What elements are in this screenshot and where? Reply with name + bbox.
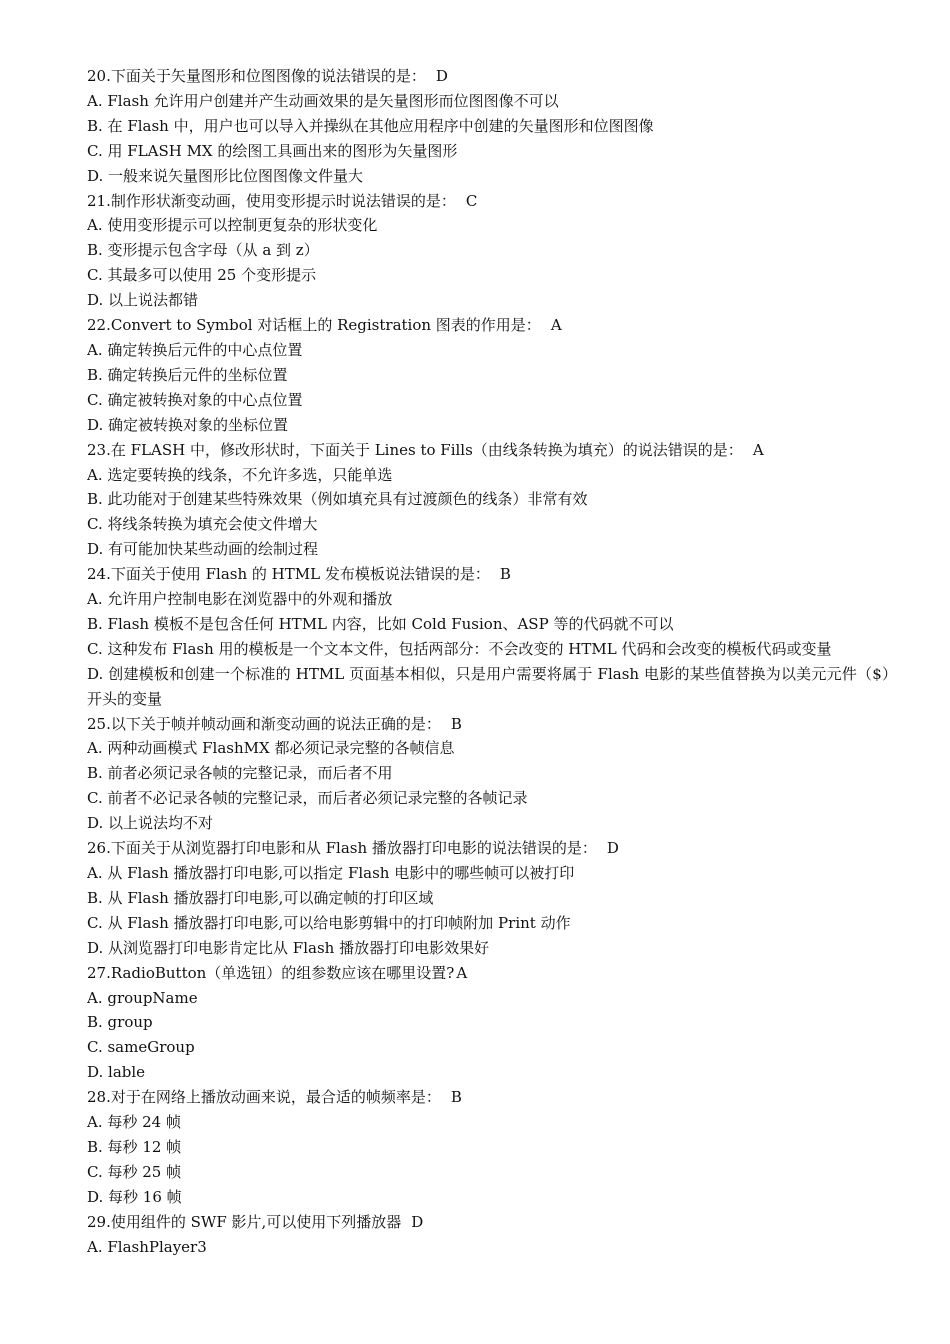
question-22 bbox=[87, 313, 897, 438]
option-d: D. 每秒 16 帧 bbox=[87, 1187, 182, 1206]
option-b: B. 从 Flash 播放器打印电影,可以确定帧的打印区域 bbox=[87, 888, 434, 907]
question-25 bbox=[87, 712, 897, 837]
option-a: A. 确定转换后元件的中心点位置 bbox=[87, 340, 303, 359]
question-stem bbox=[87, 961, 897, 986]
question-stem bbox=[87, 836, 897, 861]
question-stem bbox=[87, 562, 897, 587]
option-a: A. FlashPlayer3 bbox=[87, 1237, 207, 1256]
option-c: C. 将线条转换为填充会使文件增大 bbox=[87, 515, 318, 534]
option-b: B. Flash 模板不是包含任何 HTML 内容，比如 Cold Fusion、ASP 等的代码就不可以 bbox=[87, 614, 674, 633]
option-d: D. 一般来说矢量图形比位图图像文件量大 bbox=[87, 166, 364, 185]
question-stem bbox=[87, 64, 897, 89]
question-answer: A bbox=[550, 316, 562, 335]
question-answer: D bbox=[606, 839, 619, 858]
question-answer: D bbox=[411, 1212, 424, 1231]
option-c: C. sameGroup bbox=[87, 1038, 195, 1057]
option-c: C. 确定被转换对象的中心点位置 bbox=[87, 390, 303, 409]
option-c: C. 前者不必记录各帧的完整记录，而后者必须记录完整的各帧记录 bbox=[87, 789, 528, 808]
question-answer: D bbox=[435, 67, 448, 85]
question-29 bbox=[87, 1210, 897, 1260]
option-d: D. 有可能加快某些动画的绘制过程 bbox=[87, 540, 319, 559]
question-23 bbox=[87, 438, 897, 563]
option-b: B. group bbox=[87, 1013, 153, 1032]
question-list bbox=[87, 64, 897, 1260]
option-a: A. 使用变形提示可以控制更复杂的形状变化 bbox=[87, 216, 378, 235]
question-answer: B bbox=[450, 714, 462, 733]
option-d: D. 以上说法均不对 bbox=[87, 814, 214, 833]
option-c: C. 其最多可以使用 25 个变形提示 bbox=[87, 266, 317, 285]
option-d: D. 以上说法都错 bbox=[87, 291, 199, 310]
question-answer: A bbox=[752, 440, 764, 459]
question-text: 20.下面关于矢量图形和位图图像的说法错误的是： bbox=[87, 67, 426, 85]
question-stem bbox=[87, 189, 897, 214]
option-a: A. Flash 允许用户创建并产生动画效果的是矢量图形而位图图像不可以 bbox=[87, 91, 559, 110]
question-stem bbox=[87, 438, 897, 463]
question-answer: A bbox=[456, 963, 468, 982]
option-a: A. 从 Flash 播放器打印电影,可以指定 Flash 电影中的哪些帧可以被打印 bbox=[87, 864, 575, 882]
question-21 bbox=[87, 189, 897, 314]
question-27 bbox=[87, 961, 897, 1086]
question-answer: B bbox=[450, 1088, 462, 1107]
option-a: A. 两种动画模式 FlashMX 都必须记录完整的各帧信息 bbox=[87, 739, 455, 758]
question-text: 26.下面关于从浏览器打印电影和从 Flash 播放器打印电影的说法错误的是： bbox=[87, 839, 597, 858]
option-d: D. lable bbox=[87, 1063, 146, 1082]
question-stem bbox=[87, 313, 897, 338]
option-b: B. 在 Flash 中，用户也可以导入并操纵在其他应用程序中创建的矢量图形和位图图像 bbox=[87, 116, 654, 135]
question-text: 27.RadioButton（单选钮）的组参数应该在哪里设置? bbox=[87, 963, 455, 982]
question-text: 23.在 FLASH 中，修改形状时，下面关于 Lines to Fills（由线条转换为填充）的说法错误的是： bbox=[87, 440, 743, 459]
option-b: B. 前者必须记录各帧的完整记录，而后者不用 bbox=[87, 764, 393, 783]
option-b: B. 此功能对于创建某些特殊效果（例如填充具有过渡颜色的线条）非常有效 bbox=[87, 490, 588, 509]
option-a: A. 选定要转换的线条，不允许多选，只能单选 bbox=[87, 465, 393, 484]
question-text: 24.下面关于使用 Flash 的 HTML 发布模板说法错误的是： bbox=[87, 565, 490, 584]
question-answer: C bbox=[465, 191, 478, 210]
option-b: B. 变形提示包含字母（从 a 到 z） bbox=[87, 241, 319, 260]
option-c: C. 从 Flash 播放器打印电影,可以给电影剪辑中的打印帧附加 Print 动作 bbox=[87, 913, 571, 932]
option-d: D. 从浏览器打印电影肯定比从 Flash 播放器打印电影效果好 bbox=[87, 938, 490, 957]
question-20 bbox=[87, 64, 897, 189]
question-stem bbox=[87, 712, 897, 737]
option-c: C. 每秒 25 帧 bbox=[87, 1162, 182, 1181]
question-text: 28.对于在网络上播放动画来说，最合适的帧频率是： bbox=[87, 1088, 441, 1107]
option-a: A. 每秒 24 帧 bbox=[87, 1113, 181, 1132]
option-d: D. 确定被转换对象的坐标位置 bbox=[87, 415, 289, 434]
question-text: 21.制作形状渐变动画，使用变形提示时说法错误的是： bbox=[87, 191, 456, 210]
question-stem bbox=[87, 1085, 897, 1110]
question-24 bbox=[87, 562, 897, 711]
question-26 bbox=[87, 836, 897, 961]
option-b: B. 确定转换后元件的坐标位置 bbox=[87, 365, 288, 384]
option-a: A. 允许用户控制电影在浏览器中的外观和播放 bbox=[87, 590, 393, 609]
option-b: B. 每秒 12 帧 bbox=[87, 1137, 182, 1156]
option-d: D. 创建模板和创建一个标准的 HTML 页面基本相似，只是用户需要将属于 Flash 电影的某些值替换为以美元元件（$）开头的变量 bbox=[87, 664, 897, 708]
option-c: C. 用 FLASH MX 的绘图工具画出来的图形为矢量图形 bbox=[87, 141, 458, 160]
question-stem bbox=[87, 1210, 897, 1235]
question-text: 29.使用组件的 SWF 影片,可以使用下列播放器 bbox=[87, 1212, 402, 1231]
option-c: C. 这种发布 Flash 用的模板是一个文本文件，包括两部分：不会改变的 HTML 代码和会改变的模板代码或变量 bbox=[87, 639, 832, 658]
question-answer: B bbox=[499, 565, 511, 584]
question-28 bbox=[87, 1085, 897, 1210]
question-text: 25.以下关于帧并帧动画和渐变动画的说法正确的是： bbox=[87, 714, 441, 733]
option-a: A. groupName bbox=[87, 988, 198, 1007]
question-text: 22.Convert to Symbol 对话框上的 Registration 图表的作用是： bbox=[87, 316, 541, 335]
